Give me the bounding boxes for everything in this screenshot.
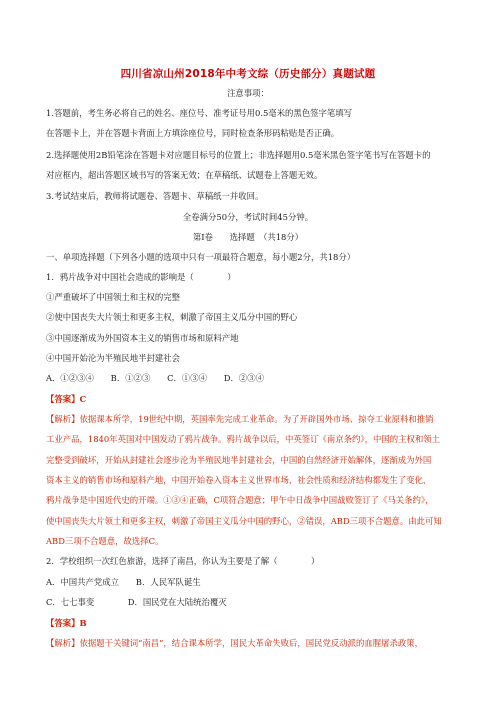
question-choices: C．七七事变 D．国民党在大陆统治覆灭: [46, 597, 227, 607]
notice-heading: 注意事项：: [227, 88, 269, 98]
question-option: ③中国逐渐成为外国资本主义的销售市场和原料产地: [46, 333, 239, 343]
notice-line: 在答题卡上，并在答题卡背面上方填涂座位号，同时检查条形码粘贴是否正确。: [46, 128, 340, 138]
analysis-line: ABD三项不合题意，故选择C。: [46, 536, 164, 546]
question-option: ②使中国丧失大片领土和更多主权，刺激了帝国主义瓜分中国的野心: [46, 312, 298, 322]
notice-line: 对应框内，超出答题区域书写的答案无效；在草稿纸、试题卷上答题无效。: [46, 170, 323, 180]
question-stem: 1．鸦片战争对中国社会造成的影响是（ ）: [46, 272, 236, 282]
question-stem: 2．学校组织一次红色旅游，选择了南昌，你认为主要是了解（ ）: [46, 556, 320, 566]
answer-label: 【答案】B: [46, 618, 87, 628]
question-option: ④中国开始沦为半殖民地半封建社会: [46, 353, 180, 363]
question-choices: A．中国共产党成立 B．人民军队诞生: [46, 577, 201, 587]
analysis-line: 【解析】依据课本所学，19世纪中期，英国率先完成工业革命。为了开辟国外市场、掠夺工业原料和推销: [46, 414, 434, 424]
score-info: 全卷满分50分，考试时间45分钟。: [182, 212, 314, 222]
answer-label: 【答案】C: [46, 394, 87, 404]
question-option: ①严重破坏了中国领土和主权的完整: [46, 292, 180, 302]
notice-line: 3.考试结束后，教师将试题卷、答题卡、草稿纸一并收回。: [46, 191, 264, 201]
analysis-line: 资本主义的销售市场和原料产地，中国开始卷入资本主义世界市场，社会性质和经济结构都发生了变化，: [46, 475, 432, 485]
analysis-line: 使中国丧失大片领土和更多主权，刺激了帝国主义瓜分中国的野心，②错误，ABD三项不合题意。由此可知: [46, 516, 442, 526]
analysis-line: 【解析】依据题干关键词“南昌”，结合课本所学，国民大革命失败后，国民党反动派的血腥屠杀政策，: [46, 638, 424, 648]
question-choices: A．①②③④ B．①②③ C．①③④ D．②③④: [46, 373, 264, 383]
analysis-line: 工业产品，1840年英国对中国发动了鸦片战争。鸦片战争以后，中英签订《南京条约》，中国的主权和领土: [46, 434, 440, 444]
exam-title: 四川省凉山州2018年中考文综（历史部分）真题试题: [120, 68, 376, 80]
analysis-line: 完整受到破坏，开始从封建社会逐步沦为半殖民地半封建社会，中国的自然经济开始解体，逐渐成为外国: [46, 455, 432, 465]
notice-line: 2.选择题使用2B铅笔涂在答题卡对应题目标号的位置上；非选择题用0.5毫米黑色签字笔书写在答题卡的: [46, 150, 431, 160]
section-heading: 第Ⅰ卷 选择题 （共18分）: [192, 232, 304, 242]
part-heading: 一、单项选择题（下列各小题的选项中只有一项最符合题意，每小题2分，共18分）: [46, 252, 356, 262]
notice-line: 1.答题前，考生务必将自己的姓名、座位号、准考证号用0.5毫米的黑色签字笔填写: [46, 108, 353, 118]
analysis-line: 鸦片战争是中国近代史的开端。①③④正确，C项符合题意；甲午中日战争中国战败签订了《马关条约》，: [46, 495, 434, 505]
